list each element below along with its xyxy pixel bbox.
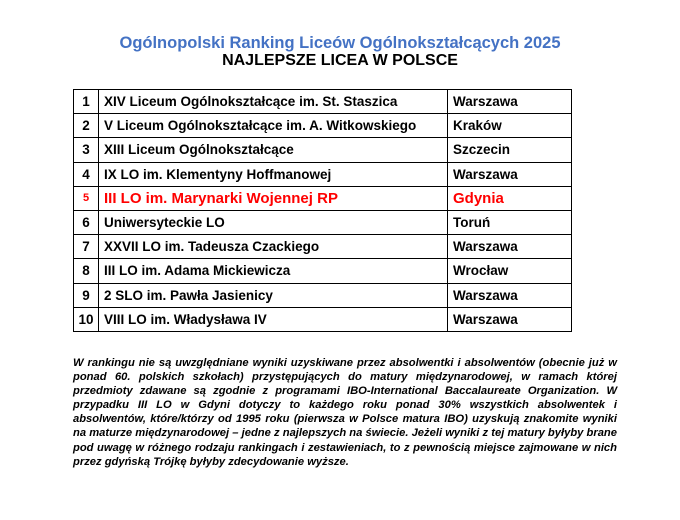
table-row xyxy=(74,235,572,259)
page-subtitle: NAJLEPSZE LICEA W POLSCE xyxy=(222,52,458,69)
school-cell: XXVII LO im. Tadeusza Czackiego xyxy=(99,235,448,259)
table-row xyxy=(74,259,572,283)
table-row xyxy=(74,90,572,114)
rank-cell: 7 xyxy=(74,235,99,259)
city-cell: Warszawa xyxy=(448,235,572,259)
ranking-table xyxy=(73,89,572,332)
footnote-paragraph: W rankingu nie są uwzględniane wyniki uzyskiwane przez absolwentki i absolwentów (obecnie już w ponad 60. polskich szkołach) przystępujących do matury międzynarodowej, w ramach której przedmioty zdawane są zgodnie z programami IBO-International Baccalaureate Organization. W przypadku III LO w Gdyni dotyczy to każdego roku ponad 30% wszystkich absolwentek i absolwentów, które/którzy od 1995 roku (pierwsza w Polsce matura IBO) uzyskują znakomite wyniki na maturze międzynarodowej – jedne z najlepszych na świecie. Jeżeli wyniki z tej matury byłyby brane pod uwagę w różnego rodzaju rankingach i zestawieniach, to z pewnością miejsce zajmowane w nich przez gdyńską Trójkę byłyby zdecydowanie wyższe. xyxy=(73,357,617,468)
table-row xyxy=(74,283,572,307)
city-cell: Wrocław xyxy=(448,259,572,283)
school-cell: 2 SLO im. Pawła Jasienicy xyxy=(99,283,448,307)
rank-cell: 2 xyxy=(74,114,99,138)
school-cell: XIII Liceum Ogólnokształcące xyxy=(99,138,448,162)
rank-cell: 6 xyxy=(74,210,99,234)
table-row xyxy=(74,138,572,162)
rank-cell: 5 xyxy=(74,186,99,210)
city-cell: Szczecin xyxy=(448,138,572,162)
table-row xyxy=(74,114,572,138)
city-cell: Warszawa xyxy=(448,307,572,331)
rank-cell: 9 xyxy=(74,283,99,307)
school-cell: XIV Liceum Ogólnokształcące im. St. Staszica xyxy=(99,90,448,114)
city-cell: Warszawa xyxy=(448,162,572,186)
city-cell: Toruń xyxy=(448,210,572,234)
rank-cell: 10 xyxy=(74,307,99,331)
school-cell: IX LO im. Klementyny Hoffmanowej xyxy=(99,162,448,186)
table-row xyxy=(74,162,572,186)
rank-cell: 1 xyxy=(74,90,99,114)
city-cell: Gdynia xyxy=(448,186,572,210)
school-cell: III LO im. Adama Mickiewicza xyxy=(99,259,448,283)
school-cell: VIII LO im. Władysława IV xyxy=(99,307,448,331)
rank-cell: 4 xyxy=(74,162,99,186)
school-cell: V Liceum Ogólnokształcące im. A. Witkowskiego xyxy=(99,114,448,138)
table-row-highlighted xyxy=(74,186,572,210)
city-cell: Kraków xyxy=(448,114,572,138)
table-row xyxy=(74,307,572,331)
school-cell: Uniwersyteckie LO xyxy=(99,210,448,234)
city-cell: Warszawa xyxy=(448,90,572,114)
school-cell: III LO im. Marynarki Wojennej RP xyxy=(99,186,448,210)
city-cell: Warszawa xyxy=(448,283,572,307)
rank-cell: 3 xyxy=(74,138,99,162)
table-row xyxy=(74,210,572,234)
page-title: Ogólnopolski Ranking Liceów Ogólnokształcących 2025 xyxy=(119,34,561,52)
rank-cell: 8 xyxy=(74,259,99,283)
